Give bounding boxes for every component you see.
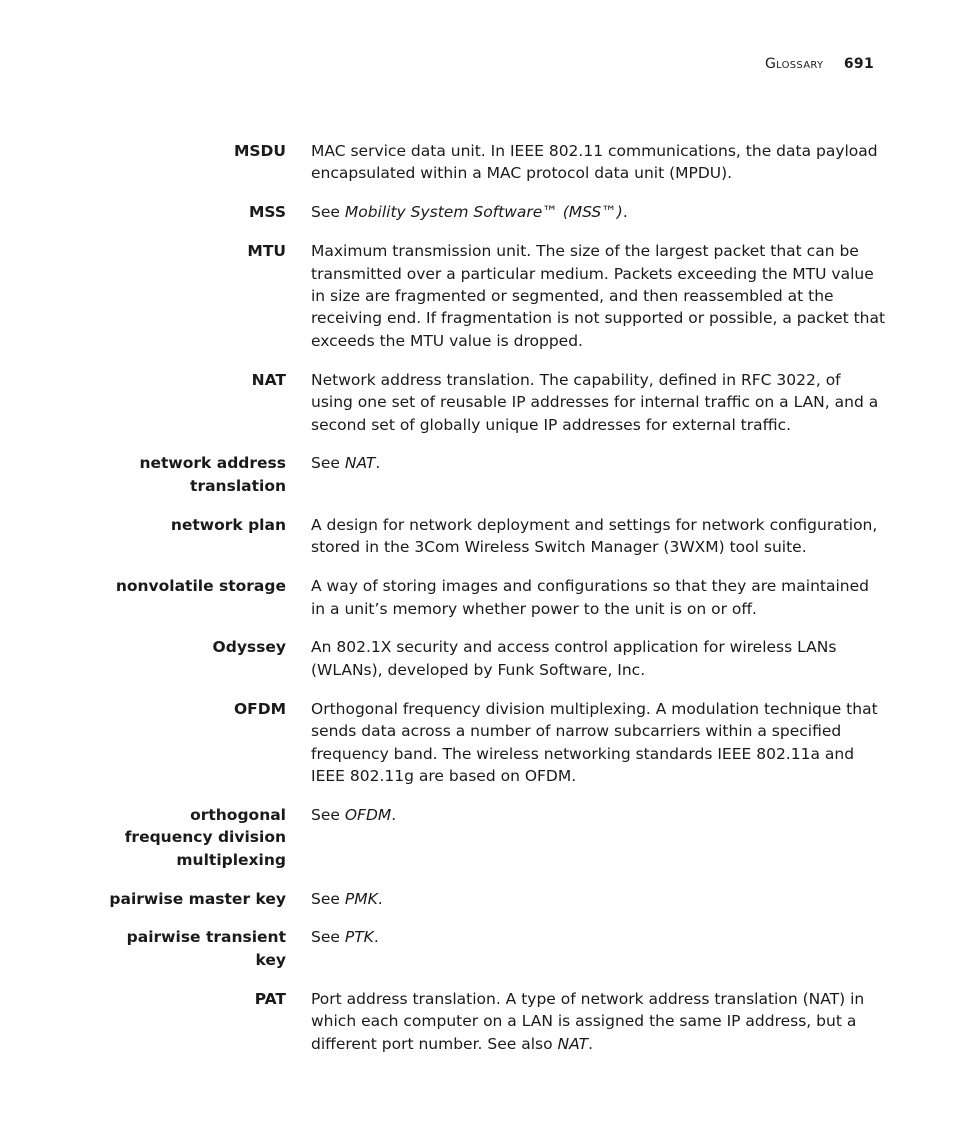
see-suffix: .: [622, 203, 628, 222]
glossary-term: [0, 452, 286, 497]
cross-reference: OFDM: [344, 805, 392, 824]
glossary-entry: [0, 698, 954, 788]
glossary-term: network plan: [170, 515, 286, 534]
see-prefix: See: [311, 889, 345, 908]
glossary-definition: MAC service data unit. In IEEE 802.11 communications, the data payload encapsulated within a MAC protocol data unit (MPDU).: [311, 142, 878, 183]
cross-reference: PTK: [344, 928, 374, 947]
see-prefix: See: [311, 203, 345, 222]
glossary-term: [0, 804, 286, 871]
glossary-entry: [0, 988, 954, 1055]
glossary-definition: An 802.1X security and access control application for wireless LANs (WLANs), developed by Funk Software, Inc.: [311, 638, 837, 679]
glossary-definition: [311, 926, 886, 971]
glossary-definition: Network address translation. The capability, defined in RFC 3022, of using one set of reusable IP addresses for internal traffic on a LAN, and a second set of globally unique IP addresses for external traffic.: [311, 370, 879, 434]
glossary-entry: [0, 514, 954, 559]
glossary-definition: [311, 888, 886, 910]
glossary-list: [0, 140, 954, 1072]
glossary-entry: [0, 804, 954, 871]
glossary-definition: [311, 452, 886, 497]
glossary-term: nonvolatile storage: [115, 577, 286, 596]
term-line: pairwise transient: [126, 928, 286, 947]
glossary-term: OFDM: [233, 699, 286, 718]
term-line: multiplexing: [176, 850, 286, 869]
glossary-entry: [0, 452, 954, 497]
glossary-entry: [0, 140, 954, 185]
glossary-definition: A design for network deployment and settings for network configuration, stored in the 3Com Wireless Switch Manager (3WXM) tool suite.: [311, 515, 878, 557]
definition-text: Port address translation. A type of network address translation (NAT) in which each computer on a LAN is assigned the same IP address, but a different port number. See also: [311, 989, 865, 1053]
glossary-definition: [311, 988, 886, 1055]
glossary-entry: [0, 201, 954, 223]
glossary-entry: [0, 575, 954, 620]
page-number: 691: [843, 56, 874, 72]
section-title: Glossary: [764, 56, 824, 72]
glossary-definition: Orthogonal frequency division multiplexing. A modulation technique that sends data across a number of narrow subcarriers within a specified frequency band. The wireless networking standards IEEE 802.11a and IEEE 802.11g are based on OFDM.: [311, 699, 878, 785]
term-line: key: [255, 950, 286, 969]
cross-reference: NAT: [557, 1034, 589, 1053]
glossary-entry: [0, 636, 954, 681]
glossary-definition: Maximum transmission unit. The size of the largest packet that can be transmitted over a particular medium. Packets exceeding the MTU value in size are fragmented or segmented, and then reassembled at the receiving end. If fragmentation is not supported or possible, a packet that exceeds the MTU value is dropped.: [311, 242, 886, 350]
see-prefix: See: [311, 454, 345, 473]
see-prefix: See: [311, 805, 345, 824]
term-line: orthogonal: [190, 805, 286, 824]
see-suffix: .: [373, 928, 379, 947]
cross-reference: PMK: [344, 889, 378, 908]
see-prefix: See: [311, 928, 345, 947]
term-line: frequency division: [124, 828, 286, 847]
running-head: [765, 56, 874, 72]
glossary-term: pairwise master key: [109, 889, 286, 908]
see-suffix: .: [377, 889, 383, 908]
glossary-term: Odyssey: [212, 638, 286, 657]
cross-reference: NAT: [344, 454, 376, 473]
see-suffix: .: [375, 454, 381, 473]
glossary-definition: [311, 804, 886, 871]
glossary-term: MTU: [247, 242, 286, 261]
glossary-definition: [311, 201, 886, 223]
glossary-term: PAT: [254, 989, 286, 1008]
cross-reference: Mobility System Software™ (MSS™): [344, 203, 623, 222]
glossary-entry: [0, 240, 954, 352]
glossary-term: [0, 926, 286, 971]
see-suffix: .: [588, 1034, 593, 1053]
term-line: translation: [190, 476, 286, 495]
glossary-term: MSS: [248, 203, 286, 222]
glossary-entry: [0, 369, 954, 436]
glossary-entry: [0, 888, 954, 910]
term-line: network address: [139, 454, 286, 473]
glossary-entry: [0, 926, 954, 971]
see-suffix: .: [391, 805, 397, 824]
glossary-term: MSDU: [233, 142, 286, 160]
glossary-term: NAT: [251, 370, 286, 389]
glossary-definition: A way of storing images and configurations so that they are maintained in a unit’s memory whether power to the unit is on or off.: [311, 577, 869, 618]
